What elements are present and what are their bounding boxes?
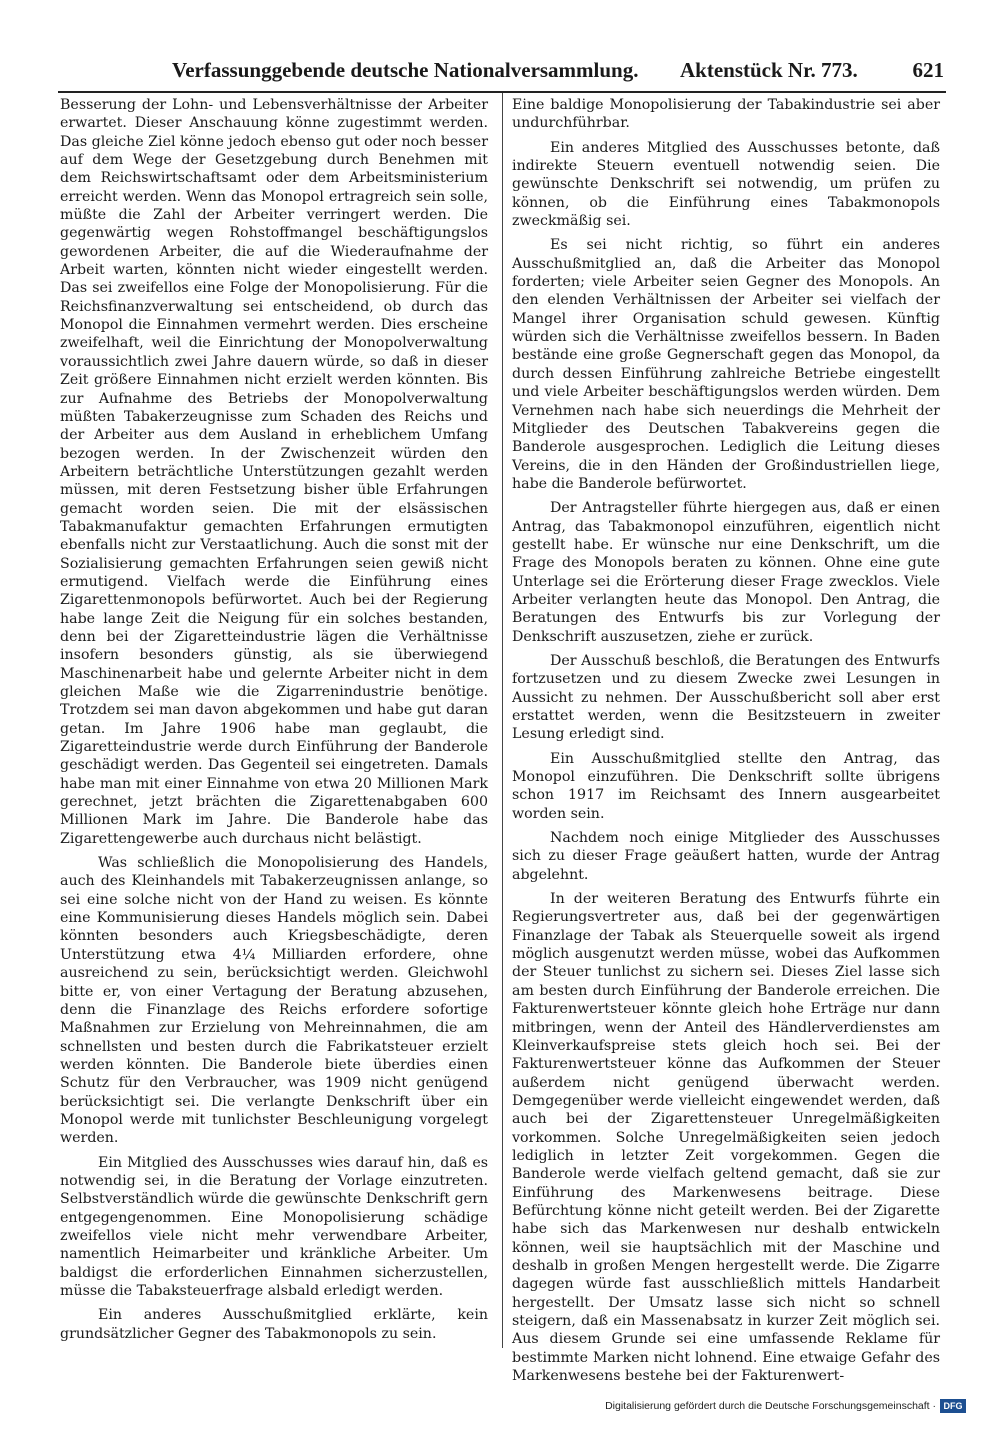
page-header — [60, 58, 944, 88]
paragraph: Der Ausschuß beschloß, die Beratungen des Entwurfs fortzusetzen und zu diesem Zwecke zwei Lesungen in Aussicht zu nehmen. Der Ausschußbericht soll aber erst erstattet werden, wenn die Besitzsteuern in zweiter Lesung erledigt sind. — [512, 652, 940, 743]
digitization-credit — [605, 1396, 966, 1416]
paragraph: Es sei nicht richtig, so führt ein anderes Ausschußmitglied an, daß die Arbeiter das Monopol forderten; viele Arbeiter seien Gegner des Monopols. An den elenden Verhältnissen der Arbeiter sei vielfach der Mangel ihrer Organisation schuld gewesen. Künftig würden sich die Verhältnisse zweifellos bessern. In Baden bestände eine große Gegnerschaft gegen das Monopol, da durch dessen Einführung zahlreiche Betriebe eingestellt und viele Arbeiter beschäftigungslos werden würden. Dem Vernehmen nach habe sich neuerdings die Mehrheit der Mitglieder des Deutschen Tabakvereins gegen die Banderole ausgesprochen. Lediglich die Leitung dieses Vereins, die in den Händen der Großindustriellen liege, habe die Banderole befürwortet. — [512, 237, 940, 492]
paragraph: Ein Mitglied des Ausschusses wies darauf hin, daß es notwendig sei, in die Beratung der Vorlage einzutreten. Selbstverständlich würde die gewünschte Denkschrift gern entgegengenommen. Eine Monopolisierung schädige zweifellos viele nicht mehr verwendbare Arbeiter, namentlich Heimarbeiter und kränkliche Arbeiter. Um baldigst die erforderlichen Einnahmen sicherzustellen, müsse die Tabaksteuerfrage alsbald erledigt werden. — [60, 1154, 488, 1299]
page-number: 621 — [912, 58, 944, 82]
credit-text: Digitalisierung gefördert durch die Deutsche Forschungsgemeinschaft · — [605, 1400, 936, 1412]
left-column — [60, 96, 488, 1346]
paragraph: In der weiteren Beratung des Entwurfs führte ein Regierungsvertreter aus, daß bei der gegenwärtigen Finanzlage der Tabak als Steuerquelle soweit als irgend möglich ausgenutzt werden müsse, wobei das Aufkommen der Steuer tunlichst zu sichern sei. Dieses Ziel lasse sich am besten durch Einführung der Banderole erreichen. Die Fakturenwertsteuer könnte gleich hohe Erträge nur dann mitbringen, wenn der Anteil des Händlerverdienstes am Kleinverkaufspreise stets gleich hoch sei. Bei der Fakturenwertsteuer könne das Aufkommen der Steuer außerdem nicht genügend überwacht werden. Demgegenüber werde vielleicht eingewendet werden, daß auch bei der Zigarettensteuer Unregelmäßigkeiten vorkommen. Solche Unregelmäßigkeiten seien jedoch lediglich in letzter Zeit vorgekommen. Gegen die Banderole werde vielfach geltend gemacht, daß sie zur Einführung des Markenwesens beitrage. Diese Befürchtung könne nicht geteilt werden. Bei der Zigarette habe sich das Markenwesen nur deshalb entwickeln können, weil sie hauptsächlich mit der Maschine und deshalb in großen Mengen hergestellt werde. Die Zigarre dagegen würde fast ausschließlich mittels Handarbeit hergestellt. Der Umsatz lasse sich nicht so schnell steigern, daß ein Massenabsatz in kurzer Zeit möglich sei. Aus diesem Grunde sei eine umfassende Reklame für bestimmte Marken nicht lohnend. Eine etwaige Gefahr des Markenwesens bestehe bei der Fakturenwert- — [512, 891, 940, 1385]
paragraph: Ein anderes Mitglied des Ausschusses betonte, daß indirekte Steuern eventuell notwendig seien. Die gewünschte Denkschrift sei notwendig, um prüfen zu können, ob die Einführung eines Tabakmonopols zweckmäßig sei. — [512, 139, 940, 230]
paragraph: Ein Ausschußmitglied stellte den Antrag, das Monopol einzuführen. Die Denkschrift sollte übrigens schon 1917 im Reichsamt des Innern ausgearbeitet worden sein. — [512, 750, 940, 822]
dfg-logo: DFG — [940, 1399, 966, 1413]
document-number: Aktenstück Nr. 773. — [680, 58, 858, 82]
paragraph: Ein anderes Ausschußmitglied erklärte, kein grundsätzlicher Gegner des Tabakmonopols zu sein. — [60, 1307, 488, 1342]
paragraph: Was schließlich die Monopolisierung des Handels, auch des Kleinhandels mit Tabakerzeugnissen anlange, so sei eine solche nicht von der Hand zu weisen. Es könnte eine Kommunisierung dieses Handels möglich sein. Dabei könnten besonders auch Kriegsbeschädigte, deren Unterstützung etwa 4¼ Milliarden erfordere, ohne ausreichend zu sein, berücksichtigt werden. Gleichwohl bitte er, von einer Vertagung der Beratung abzusehen, denn die Finanzlage des Reichs erfordere sofortige Maßnahmen zur Erzielung von Mehreinnahmen, die am schnellsten und besten durch die Fabrikatsteuer erzielt werden könnten. Die Banderole biete überdies einen Schutz für den Verbraucher, was 1909 nicht genügend berücksichtigt sei. Die verlangte Denkschrift über ein Monopol werde mit tunlichster Beschleunigung vorgelegt werden. — [60, 855, 488, 1147]
publication-title: Verfassunggebende deutsche Nationalversammlung. — [172, 58, 639, 82]
right-column — [512, 96, 940, 1385]
paragraph: Besserung der Lohn- und Lebensverhältnisse der Arbeiter erwartet. Dieser Anschauung könne zugestimmt werden. Das gleiche Ziel könne jedoch ebenso gut oder noch besser auf dem Wege der Gesetzgebung durch Benehmen mit dem Reichswirtschaftsamt oder dem Arbeitsministerium erreicht werden. Wenn das Monopol ertragreich sein solle, müßte die Zahl der Arbeiter verringert werden. Die gegenwärtig wegen Rohstoffmangel beschäftigungslos gewordenen Arbeiter, die auf die Wiederaufnahme der Arbeit warten, könnten nicht wieder eingestellt werden. Das sei zweifellos eine Folge der Monopolisierung. Für die Reichsfinanzverwaltung sei entscheidend, ob durch das Monopol die Einnahmen vermehrt werden. Dies erscheine zweifelhaft, weil die Einrichtung der Monopolverwaltung voraussichtlich zwei Jahre dauern würde, so daß in dieser Zeit größere Einnahmen nicht erzielt werden könnten. Bis zur Aufnahme des Betriebs der Monopolverwaltung müßten Tabakerzeugnisse zum Schaden des Reichs und der Arbeiter aus dem Ausland in erheblichem Umfang bezogen werden. In der Zwischenzeit würden den Arbeitern beträchtliche Unterstützungen gezahlt werden müssen, mit deren Festsetzung bisher üble Erfahrungen gemacht worden seien. Die mit der elsässischen Tabakmanufaktur gemachten Erfahrungen ermutigten ebenfalls nicht zur Verstaatlichung. Auch die sonst mit der Sozialisierung gemachten Erfahrungen seien gewiß nicht ermutigend. Vielfach werde die Einführung eines Zigarettenmonopols befürwortet. Auch bei der Regierung habe lange Zeit die Neigung für ein solches bestanden, denn bei der Zigaretteindustrie lägen die Verhältnisse insofern besonders günstig, als sie überwiegend Maschinenarbeit habe und gelernte Arbeiter nicht in dem gleichen Maße wie die Zigarrenindustrie benötige. Trotzdem sei man davon abgekommen und habe gut daran getan. Im Jahre 1906 habe man geglaubt, die Zigaretteindustrie werde durch Einführung der Banderole geschädigt werden. Das Gegenteil sei eingetreten. Damals habe man mit einer Einnahme von etwa 20 Millionen Mark gerechnet, jetzt brächten die Zigarettenabgaben 600 Millionen Mark im Jahre. Die Banderole habe das Zigarettengewerbe auch durchaus nicht belästigt. — [60, 97, 488, 847]
column-divider — [502, 93, 503, 1348]
paragraph: Der Antragsteller führte hiergegen aus, daß er einen Antrag, das Tabakmonopol einzuführen, eigentlich nicht gestellt habe. Er wünsche nur eine Denkschrift, um die Frage des Monopols beraten zu können. Ohne eine gute Unterlage sei die Erörterung dieser Frage zwecklos. Viele Arbeiter verlangten heute das Monopol. Den Antrag, die Beratungen des Entwurfs bis zur Vorlegung der Denkschrift auszusetzen, ziehe er zurück. — [512, 500, 940, 645]
paragraph: Nachdem noch einige Mitglieder des Ausschusses sich zu dieser Frage geäußert hatten, wurde der Antrag abgelehnt. — [512, 830, 940, 883]
paragraph: Eine baldige Monopolisierung der Tabakindustrie sei aber undurchführbar. — [512, 97, 940, 132]
